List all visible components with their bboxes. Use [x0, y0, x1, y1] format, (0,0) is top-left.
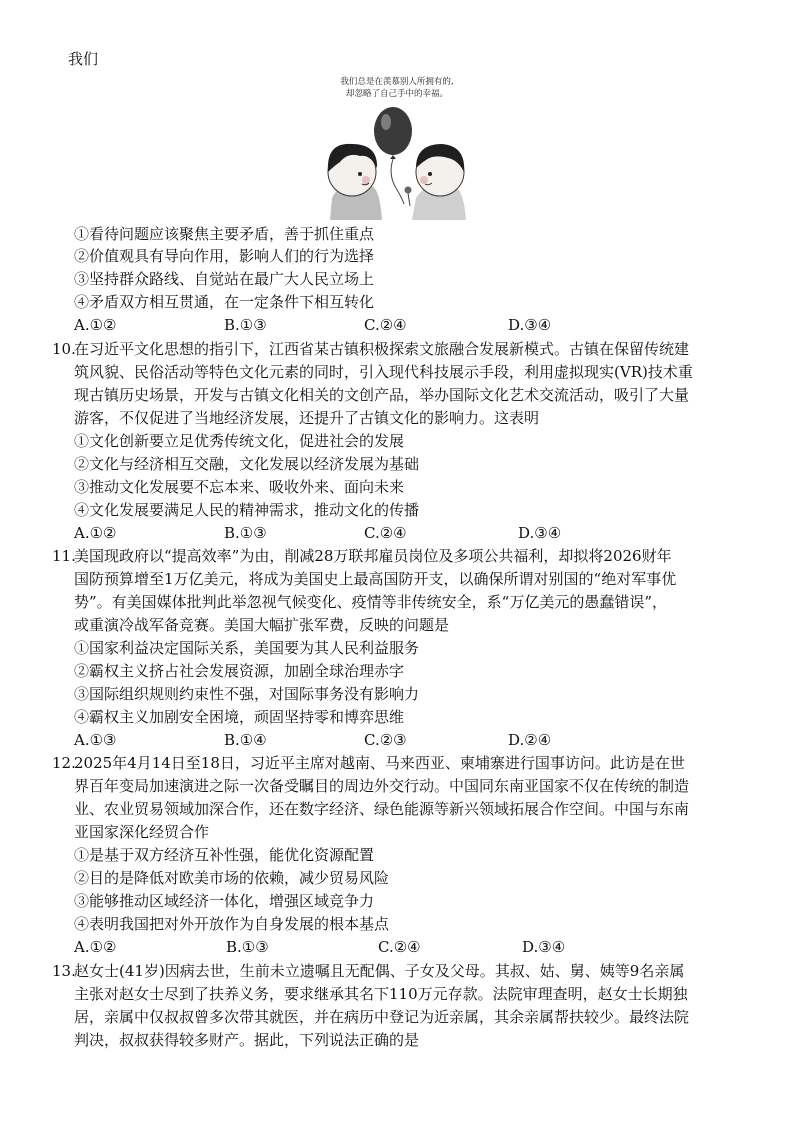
q12-answer-c: C.②④ — [378, 938, 421, 956]
q9-option-4: ④矛盾双方相互贯通，在一定条件下相互转化 — [74, 293, 375, 311]
q11-stem-line3: 势”。有美国媒体批判此举忽视气候变化、疫情等非传统安全，系“万亿美元的愚蠢错误”， — [74, 593, 668, 611]
intro-text: 我们 — [68, 50, 99, 68]
q13-stem-line1: 赵女士(41岁)因病去世，生前未立遗嘱且无配偶、子女及父母。其叔、姑、舅、姨等9名亲属 — [74, 962, 685, 980]
q10-stem-line4: 游客，不仅促进了当地经济发展，还提升了古镇文化的影响力。这表明 — [74, 409, 540, 427]
q9-option-1: ①看待问题应该聚焦主要矛盾，善于抓住重点 — [74, 225, 375, 243]
q11-option-1: ①国家利益决定国际关系，美国要为其人民利益服务 — [74, 639, 420, 657]
q12-answer-a: A.①② — [74, 938, 117, 956]
cartoon-caption-line1: 我们总是在羡慕别人所拥有的, — [340, 77, 454, 87]
q13-stem-line3: 居，亲属中仅叔叔曾多次带其就医，并在病历中登记为近亲属，其余亲属帮扶较少。最终法院 — [74, 1008, 690, 1026]
q9-answers — [74, 314, 674, 336]
q11-answer-a: A.①③ — [74, 731, 117, 749]
q12-option-3: ③能够推动区域经济一体化，增强区域竞争力 — [74, 892, 375, 910]
q11-stem-line1: 美国现政府以“提高效率”为由，削减28万联邦雇员岗位及多项公共福利，却拟将2026财年 — [74, 547, 672, 565]
q10-option-4: ④文化发展要满足人民的精神需求，推动文化的传播 — [74, 501, 420, 519]
q10-option-2: ②文化与经济相互交融，文化发展以经济发展为基础 — [74, 455, 420, 473]
q10-answer-b: B.①③ — [224, 524, 267, 542]
q12-stem-line1: 2025年4月14日至18日，习近平主席对越南、马来西亚、柬埔寨进行国事访问。此访是在世 — [74, 754, 685, 772]
q10-number: 10. — [52, 340, 76, 358]
q10-answers — [74, 522, 674, 544]
q10-option-3: ③推动文化发展要不忘本来、吸收外来、面向未来 — [74, 478, 405, 496]
q10-answer-a: A.①② — [74, 524, 117, 542]
q9-answer-b: B.①③ — [224, 316, 267, 334]
q9-option-2: ②价值观具有导向作用，影响人们的行为选择 — [74, 247, 375, 265]
q12-answer-d: D.③④ — [522, 938, 566, 956]
q10-answer-d: D.③④ — [518, 524, 562, 542]
q11-option-4: ④霸权主义加剧安全困境，顽固坚持零和博弈思维 — [74, 708, 405, 726]
right-child-figure — [405, 144, 467, 220]
q11-answers — [74, 729, 674, 751]
q9-answer-d: D.③④ — [508, 316, 552, 334]
q11-option-2: ②霸权主义挤占社会发展资源，加剧全球治理赤字 — [74, 662, 405, 680]
q10-stem-line3: 现古镇历史场景，开发与古镇文化相关的文创产品，举办国际文化艺术交流活动，吸引了大量 — [74, 386, 690, 404]
cartoon-caption-line2: 却忽略了自己手中的幸福。 — [345, 89, 449, 99]
q12-stem-line4: 亚国家深化经贸合作 — [74, 823, 210, 841]
q10-stem-line1: 在习近平文化思想的指引下，江西省某古镇积极探索文旅融合发展新模式。古镇在保留传统建 — [74, 340, 690, 358]
q12-answers — [74, 936, 674, 958]
q13-number: 13. — [52, 962, 76, 980]
q11-answer-d: D.②④ — [508, 731, 552, 749]
q11-stem-line2: 国防预算增至1万亿美元，将成为美国史上最高国防开支，以确保所谓对别国的“绝对军事优 — [74, 570, 677, 588]
q9-answer-c: C.②④ — [364, 316, 407, 334]
q12-option-2: ②目的是降低对欧美市场的依赖，减少贸易风险 — [74, 869, 390, 887]
q12-stem-line2: 界百年变局加速演进之际一次备受瞩目的周边外交行动。中国同东南亚国家不仅在传统的制造 — [74, 777, 690, 795]
q12-option-1: ①是基于双方经济互补性强，能优化资源配置 — [74, 846, 375, 864]
left-child-figure — [328, 144, 382, 220]
q13-stem-line2: 主张对赵女士尽到了扶养义务，要求继承其名下110万元存款。法院审理查明，赵女士长期独 — [74, 985, 688, 1003]
q10-answer-c: C.②④ — [364, 524, 407, 542]
q11-answer-c: C.②③ — [364, 731, 407, 749]
cartoon-illustration — [322, 70, 472, 220]
cartoon-drawing — [322, 70, 472, 220]
q11-option-3: ③国际组织规则约束性不强，对国际事务没有影响力 — [74, 685, 420, 703]
q12-answer-b: B.①③ — [226, 938, 269, 956]
q12-number: 12. — [52, 754, 76, 772]
q10-option-1: ①文化创新要立足优秀传统文化，促进社会的发展 — [74, 432, 405, 450]
q12-stem-line3: 业、农业贸易领域加深合作，还在数字经济、绿色能源等新兴领域拓展合作空间。中国与东南 — [74, 800, 690, 818]
q9-option-3: ③坚持群众路线、自觉站在最广大人民立场上 — [74, 270, 375, 288]
q11-number: 11. — [52, 547, 76, 565]
q12-option-4: ④表明我国把对外开放作为自身发展的根本基点 — [74, 915, 390, 933]
q9-answer-a: A.①② — [74, 316, 117, 334]
q11-stem-line4: 或重演冷战军备竞赛。美国大幅扩张军费，反映的问题是 — [74, 616, 450, 634]
q13-stem-line4: 判决，叔叔获得较多财产。据此，下列说法正确的是 — [74, 1031, 420, 1049]
q11-answer-b: B.①④ — [224, 731, 267, 749]
q10-stem-line2: 筑风貌、民俗活动等特色文化元素的同时，引入现代科技展示手段，利用虚拟现实(VR)技术重 — [74, 363, 693, 381]
